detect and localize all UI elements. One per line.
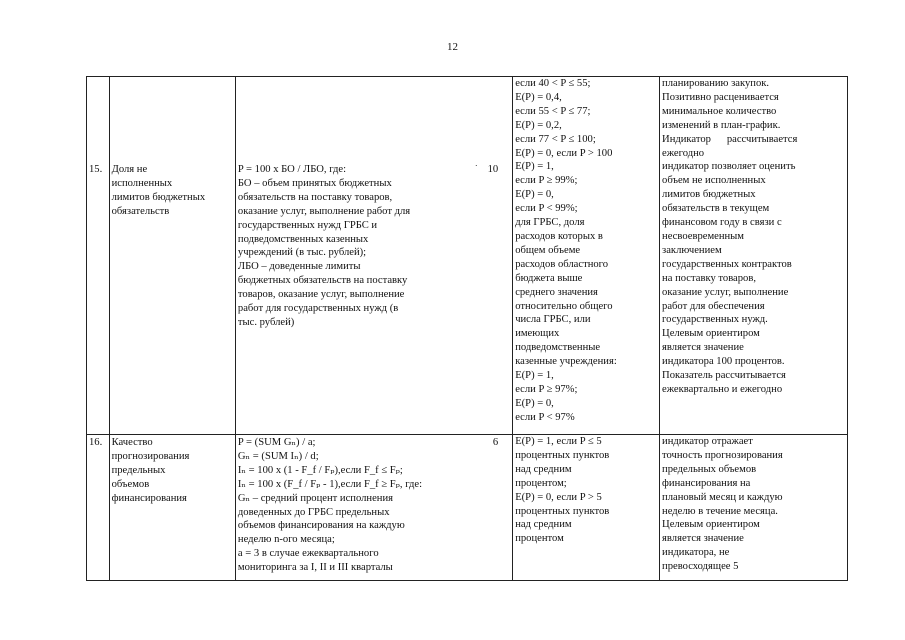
comment-line: государственных нужд. — [662, 314, 768, 326]
evaluation-line: E(P) = 0,4, — [515, 91, 562, 103]
evaluation-line: E(P) = 0, — [515, 189, 554, 201]
comment-line: обязательств в текущем — [662, 203, 770, 215]
formula-line: объемов финансирования на каждую — [237, 520, 405, 532]
table-row — [87, 435, 848, 581]
formula-line: Gₙ – средний процент исполнения — [237, 492, 393, 504]
comment-line: минимальное количество — [662, 105, 777, 117]
evaluation-line: числа ГРБС, или — [515, 314, 591, 326]
formula-line: a = 3 в случае ежеквартального — [237, 548, 379, 560]
indicator-name-line: прогнозирования — [111, 450, 190, 462]
comment-line: точность прогнозирования — [662, 449, 783, 461]
indicator-comment — [660, 77, 848, 435]
formula-line: государственных нужд ГРБС и — [237, 219, 378, 231]
comment-line: плановый месяц и каждую — [662, 491, 783, 503]
formula-line: доведенных до ГРБС предельных — [237, 506, 390, 518]
comment-line: объем не исполненных — [662, 175, 766, 187]
evaluation-line: если P ≥ 97%; — [515, 383, 578, 395]
comment-line: является значение — [662, 342, 744, 354]
evaluation-criteria — [513, 77, 660, 435]
indicator-comment — [660, 435, 848, 581]
formula-line: учреждений (в тыс. рублей); — [237, 247, 367, 259]
evaluation-line: E(P) = 1, — [515, 161, 554, 173]
comment-line: государственных контрактов — [662, 258, 792, 270]
comment-line: Индикатор рассчитывается — [662, 133, 798, 145]
indicator-name-line: Качество — [111, 437, 153, 448]
evaluation-line: если 55 < P ≤ 77; — [515, 105, 591, 117]
evaluation-line: E(P) = 0, — [515, 397, 554, 409]
comment-line: индикатора 100 процентов. — [662, 356, 785, 368]
evaluation-line: если 77 < P ≤ 100; — [515, 133, 596, 145]
indicator-name-line: обязательств — [111, 205, 170, 217]
formula-line: мониторинга за I, II и III кварталы — [237, 562, 393, 574]
formula-line: обязательств на поставку товаров, — [237, 191, 393, 203]
evaluation-line: если P < 97% — [515, 411, 575, 423]
indicator-name — [109, 435, 235, 581]
comment-line: Целевым ориентиром — [662, 519, 760, 531]
comment-line: Показатель рассчитывается — [662, 370, 786, 382]
table-row — [87, 77, 848, 435]
comment-line: Целевым ориентиром — [662, 328, 760, 340]
comment-line: изменений в план-график. — [662, 119, 781, 131]
evaluation-criteria — [513, 435, 660, 581]
evaluation-line: бюджета выше — [515, 272, 583, 284]
formula-line: оказание услуг, выполнение работ для — [237, 205, 411, 217]
comment-line: работ для обеспечения — [662, 300, 765, 312]
evaluation-line: если 40 < P ≤ 55; — [515, 78, 591, 89]
evaluation-line: расходов областного — [515, 258, 609, 270]
indicator-name-line: финансирования — [111, 492, 187, 504]
comment-line: неделю в течение месяца. — [662, 505, 778, 517]
evaluation-line: процентом — [515, 533, 564, 545]
evaluation-line: для ГРБС, доля — [515, 217, 585, 229]
evaluation-line: E(P) = 1, если P ≤ 5 — [515, 436, 602, 447]
row-number: 15. — [87, 77, 110, 435]
evaluation-line: среднего значения — [515, 286, 598, 298]
indicator-score: 6 — [492, 437, 499, 448]
evaluation-line: E(P) = 0, если P > 100 — [515, 147, 613, 159]
evaluation-line: процентом; — [515, 477, 567, 489]
comment-line: превосходящее 5 — [662, 561, 739, 573]
evaluation-line: E(P) = 0,2, — [515, 119, 562, 131]
page-number: 12 — [447, 41, 458, 53]
evaluation-line: расходов которых в — [515, 230, 603, 242]
evaluation-line: процентных пунктов — [515, 505, 610, 517]
comment-line: финансирования на — [662, 477, 751, 489]
comment-line: индикатор позволяет оценить — [662, 161, 796, 173]
evaluation-line: относительно общего — [515, 300, 613, 312]
indicator-name-line: объемов — [111, 478, 150, 490]
comment-line: заключением — [662, 244, 722, 256]
evaluation-line: над средним — [515, 463, 572, 475]
evaluation-line: если P < 99%; — [515, 203, 578, 215]
formula-line: неделю n-ого месяца; — [237, 534, 335, 546]
evaluation-line: E(P) = 0, если P > 5 — [515, 491, 602, 503]
indicator-name — [109, 77, 235, 435]
formula-line: Iₙ = 100 x (F_f / Fₚ - 1),если F_f ≥ Fₚ, где: — [237, 478, 423, 490]
row-number: 16. — [87, 435, 110, 581]
evaluation-line: казенные учреждения: — [515, 356, 617, 368]
formula-line: Iₙ = 100 x (1 - F_f / Fₚ),если F_f ≤ Fₚ; — [237, 464, 403, 476]
formula-line: работ для государственных нужд (в — [237, 303, 399, 315]
comment-line: является значение — [662, 533, 744, 545]
evaluation-line: общем объеме — [515, 244, 581, 256]
comment-line: лимитов бюджетных — [662, 189, 756, 201]
evaluation-line: имеющих — [515, 328, 560, 340]
comment-line: индикатора, не — [662, 547, 730, 559]
comment-line: Позитивно расценивается — [662, 91, 779, 103]
indicator-name-line: исполненных — [111, 177, 173, 189]
comment-line: планированию закупок. — [662, 78, 770, 89]
evaluation-line: процентных пунктов — [515, 449, 610, 461]
comment-line: несвоевременным — [662, 230, 745, 242]
indicator-formula — [235, 77, 512, 435]
indicator-formula — [235, 435, 512, 581]
formula-line: бюджетных обязательств на поставку — [237, 275, 408, 287]
stray-mark: . — [475, 159, 478, 168]
indicator-name-line: лимитов бюджетных — [111, 191, 206, 203]
evaluation-line: E(P) = 1, — [515, 370, 554, 382]
evaluation-line: если P ≥ 99%; — [515, 175, 578, 187]
formula-line: подведомственных казенных — [237, 233, 369, 245]
formula-line: Gₙ = (SUM Iₙ) / d; — [237, 450, 319, 462]
comment-line: ежегодно — [662, 147, 705, 159]
formula-line: товаров, оказание услуг, выполнение — [237, 289, 405, 301]
formula-line: БО – объем принятых бюджетных — [237, 177, 392, 189]
indicator-score: 10 — [487, 164, 499, 175]
indicator-name-line: предельных — [111, 464, 166, 476]
formula-line: тыс. рублей) — [237, 316, 295, 328]
evaluation-line: над средним — [515, 519, 572, 531]
comment-line: предельных объемов — [662, 463, 757, 475]
formula-line: P = (SUM Gₙ) / a; — [237, 437, 316, 448]
evaluation-line: подведомственные — [515, 342, 601, 354]
formula-line: ЛБО – доведенные лимиты — [237, 261, 361, 273]
indicators-table — [86, 76, 848, 581]
comment-line: на поставку товаров, — [662, 272, 756, 284]
indicator-name-line: Доля не — [111, 164, 148, 175]
comment-line: финансовом году в связи с — [662, 217, 782, 229]
comment-line: индикатор отражает — [662, 436, 753, 447]
formula-line: P = 100 x БО / ЛБО, где: — [237, 164, 347, 175]
comment-line: ежеквартально и ежегодно — [662, 383, 783, 395]
comment-line: оказание услуг, выполнение — [662, 286, 789, 298]
